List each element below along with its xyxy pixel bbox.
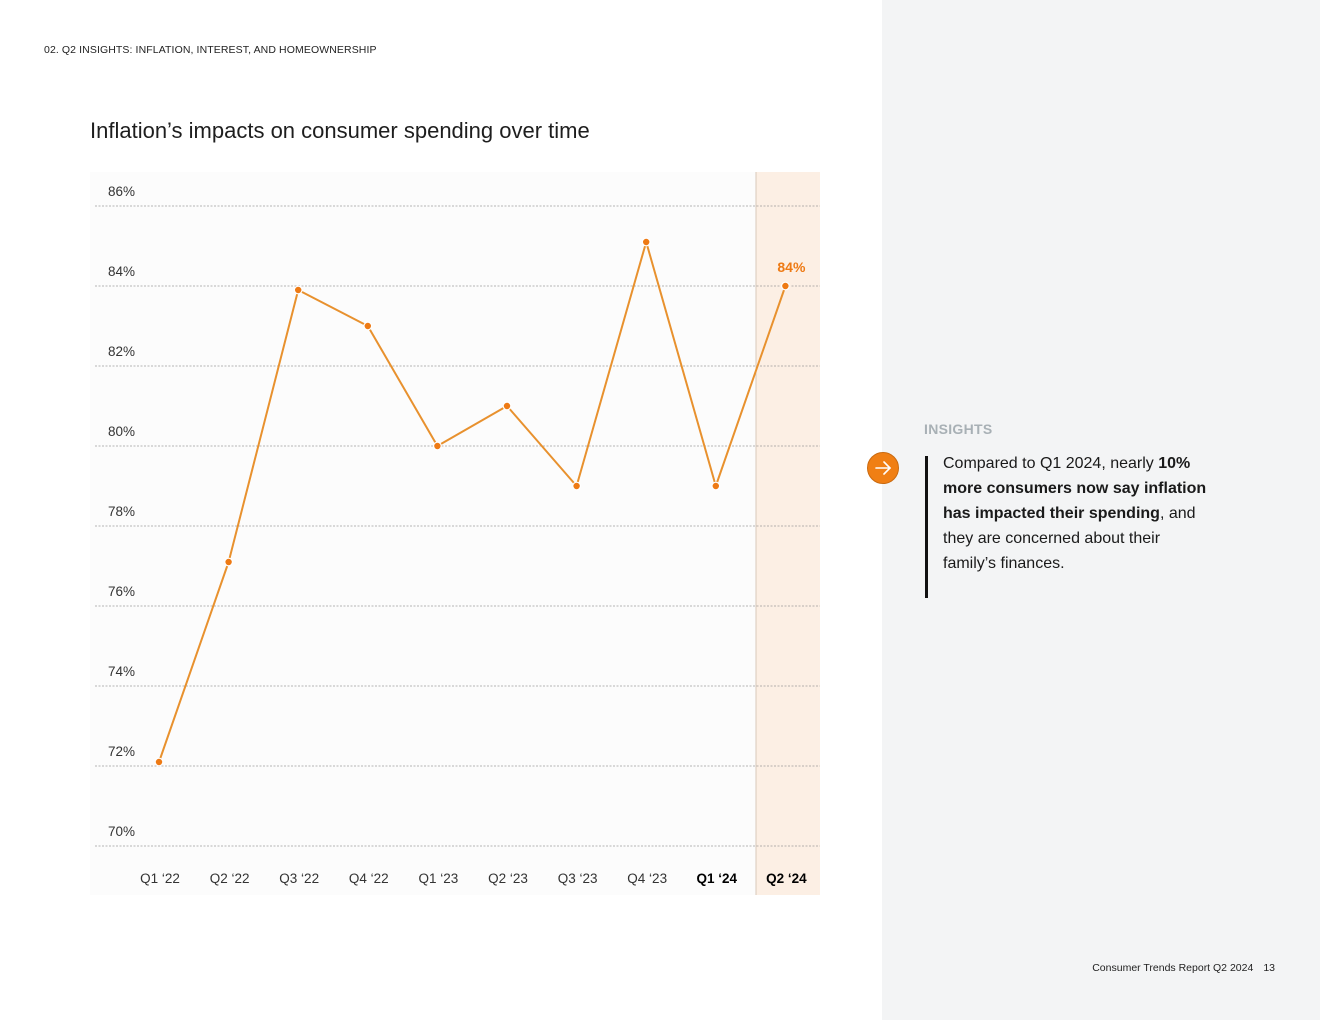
y-tick-label: 86% xyxy=(108,184,136,199)
section-label: 02. Q2 INSIGHTS: INFLATION, INTEREST, AND HOMEOWNERSHIP xyxy=(44,44,377,56)
y-tick-label: 74% xyxy=(108,664,136,679)
insights-label: INSIGHTS xyxy=(924,421,993,437)
data-point xyxy=(503,402,511,410)
data-point xyxy=(155,758,163,766)
data-point xyxy=(364,322,372,330)
y-tick-label: 76% xyxy=(108,584,136,599)
insight-text-start: Compared to Q1 2024, nearly xyxy=(943,455,1159,472)
chart-title: Inflation’s impacts on consumer spending over time xyxy=(90,118,590,143)
y-tick-label: 78% xyxy=(108,504,136,519)
insight-text-end: , and they are concerned about their family’s finances. xyxy=(943,505,1196,572)
x-tick-label: Q3 ‘23 xyxy=(557,871,598,886)
x-tick-label: Q2 ‘23 xyxy=(488,871,528,886)
data-point xyxy=(225,558,233,566)
page-footer xyxy=(1092,962,1275,974)
x-tick-label: Q2 ‘24 xyxy=(766,871,807,886)
data-point xyxy=(642,238,650,246)
y-tick-label: 72% xyxy=(108,744,136,759)
data-point xyxy=(434,442,442,450)
x-tick-label: Q1 ‘24 xyxy=(696,871,738,886)
x-tick-label: Q1 ‘22 xyxy=(140,871,180,886)
insight-text xyxy=(943,451,1213,576)
x-tick-label: Q4 ‘23 xyxy=(627,871,668,886)
x-tick-label: Q4 ‘22 xyxy=(348,871,389,886)
y-tick-label: 80% xyxy=(108,424,136,439)
insights-panel xyxy=(882,0,1320,1020)
data-point xyxy=(712,482,720,490)
insight-text-emphasis: 10% more consumers now say inflation has impacted their spending xyxy=(943,455,1207,522)
page-number: 13 xyxy=(1263,962,1275,974)
data-point xyxy=(782,282,790,290)
x-tick-label: Q3 ‘22 xyxy=(279,871,320,886)
data-point xyxy=(294,286,302,294)
x-tick-label: Q2 ‘22 xyxy=(209,871,250,886)
plot-background xyxy=(90,172,820,895)
y-tick-label: 82% xyxy=(108,344,136,359)
y-tick-label: 70% xyxy=(108,824,136,839)
highlight-band xyxy=(756,172,820,895)
y-tick-label: 84% xyxy=(108,264,136,279)
insight-accent-bar xyxy=(925,456,928,598)
data-label-highlight: 84% xyxy=(777,259,806,275)
data-point xyxy=(573,482,581,490)
x-tick-label: Q1 ‘23 xyxy=(418,871,459,886)
arrow-right-icon xyxy=(867,452,899,484)
footer-report-name: Consumer Trends Report Q2 2024 xyxy=(1092,962,1254,974)
